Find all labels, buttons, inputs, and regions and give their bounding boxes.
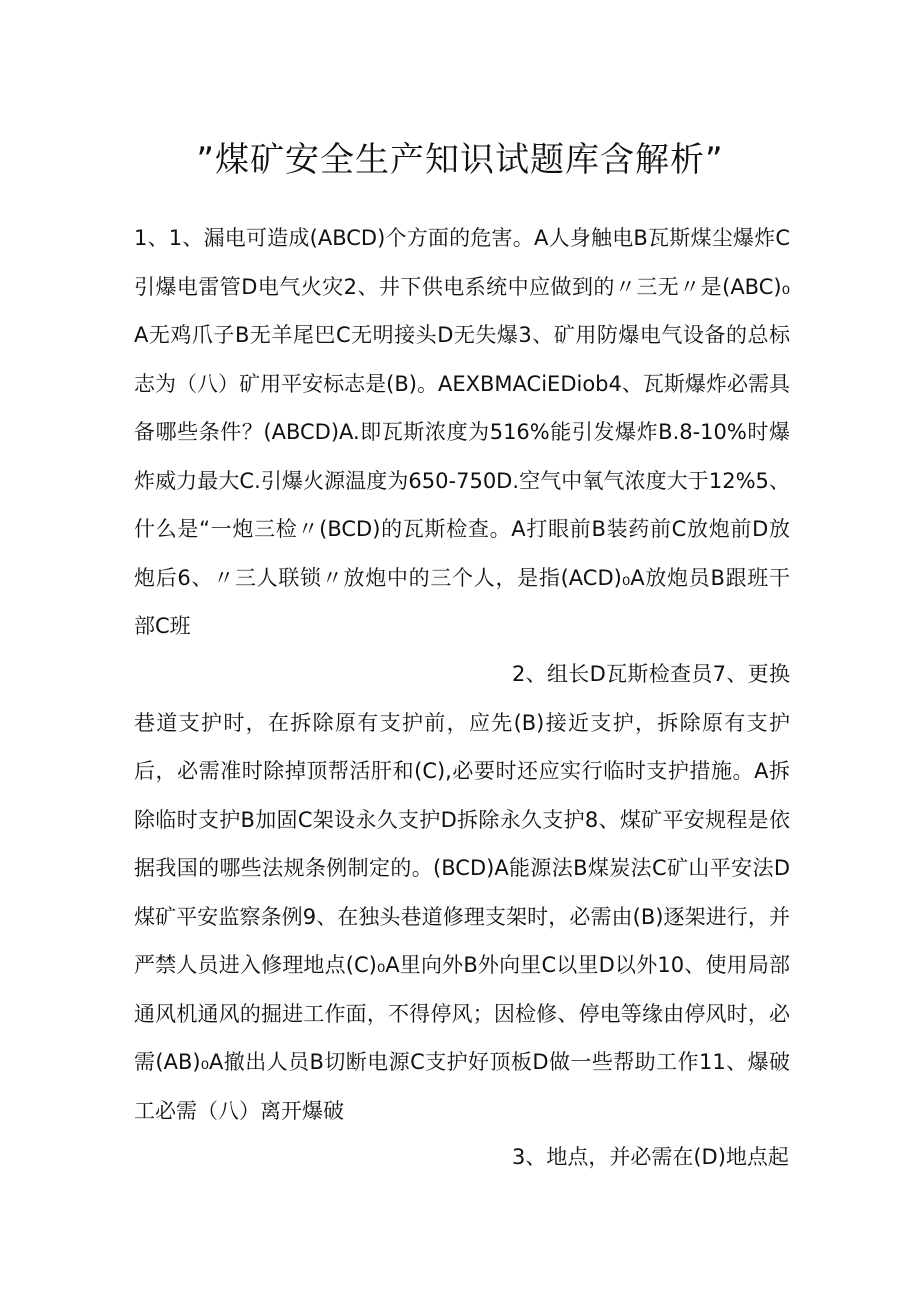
document-paragraph-1: 1、1、漏电可造成(ABCD)个方面的危害。A人身触电B瓦斯煤尘爆炸C引爆电雷管D电气火灾2、井下供电系统中应做到的〃三无〃是(ABC)₀A无鸡爪子B无羊尾巴C无明接头D无失爆3、矿用防爆电气设备的总标志为（八）矿用平安标志是(B)。AEXBMACiEDiob4、瓦斯爆炸必需具备哪些条件？(ABCD)A.即瓦斯浓度为516%能引发爆炸B.8-10%时爆炸威力最大C.引爆火源温度为650-750D.空气中氧气浓度大于12%5、什么是“一炮三检〃(BCD)的瓦斯检查。A打眼前B装药前C放炮前D放炮后6、〃三人联锁〃放炮中的三个人，是指(ACD)₀A放炮员B跟班干部C班 xyxy=(134,226,790,638)
document-title: ”煤矿安全生产知识试题库含解析” xyxy=(196,140,724,180)
document-paragraph-3: 3、地点，并必需在(D)地点起 xyxy=(512,1145,789,1169)
document-paragraph-2: 2、组长D瓦斯检查员7、更换巷道支护时，在拆除原有支护前，应先(B)接近支护，拆除原有支护后，必需准时除掉顶帮活肝和(C),必要时还应实行临时支护措施。A拆除临时支护B加固C架设永久支护D拆除永久支护8、煤矿平安规程是依据我国的哪些法规条例制定的。(BCD)A能源法B煤炭法C矿山平安法D煤矿平安监察条例9、在独头巷道修理支架时，必需由(B)逐架进行，并严禁人员进入修理地点(C)₀A里向外B外向里C以里D以外10、使用局部通风机通风的掘进工作面，不得停风；因检修、停电等缘由停风时，必需(AB)₀A撤出人员B切断电源C支护好顶板D做一些帮助工作11、爆破工必需（八）离开爆破 xyxy=(134,662,790,1123)
